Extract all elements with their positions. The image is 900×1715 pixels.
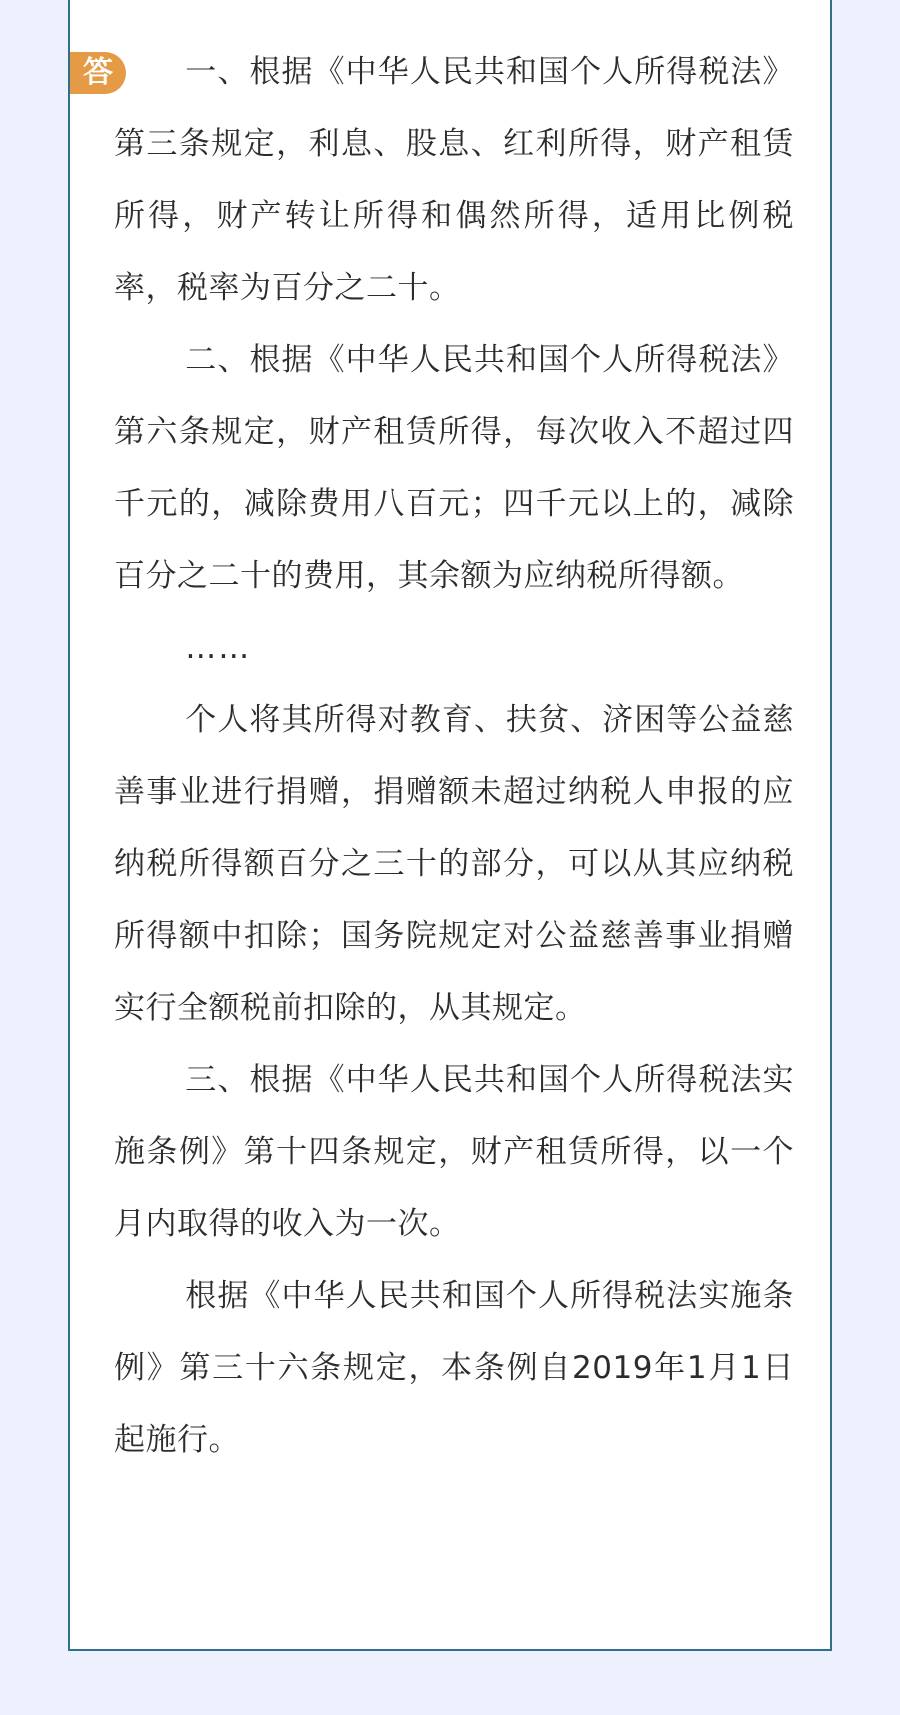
answer-badge: 答 — [70, 52, 126, 94]
answer-content — [114, 36, 794, 1476]
paragraph-donation: 个人将其所得对教育、扶贫、济困等公益慈善事业进行捐赠，捐赠额未超过纳税人申报的应纳税所得额百分之三十的部分，可以从其应纳税所得额中扣除；国务院规定对公益慈善事业捐赠实行全额税前扣除的，从其规定。 — [114, 702, 794, 1026]
paragraph-rule-2: 二、根据《中华人民共和国个人所得税法》第六条规定，财产租赁所得，每次收入不超过四千元的，减除费用八百元；四千元以上的，减除百分之二十的费用，其余额为应纳税所得额。 — [114, 342, 794, 594]
answer-card — [68, 0, 832, 1651]
paragraph-rule-1: 一、根据《中华人民共和国个人所得税法》第三条规定，利息、股息、红利所得，财产租赁所得，财产转让所得和偶然所得，适用比例税率，税率为百分之二十。 — [114, 54, 794, 306]
paragraph-effective-date: 根据《中华人民共和国个人所得税法实施条例》第三十六条规定，本条例自2019年1月1日起施行。 — [114, 1278, 794, 1458]
paragraph-ellipsis: …… — [185, 630, 252, 666]
paragraph-rule-3: 三、根据《中华人民共和国个人所得税法实施条例》第十四条规定，财产租赁所得，以一个月内取得的收入为一次。 — [114, 1062, 794, 1242]
